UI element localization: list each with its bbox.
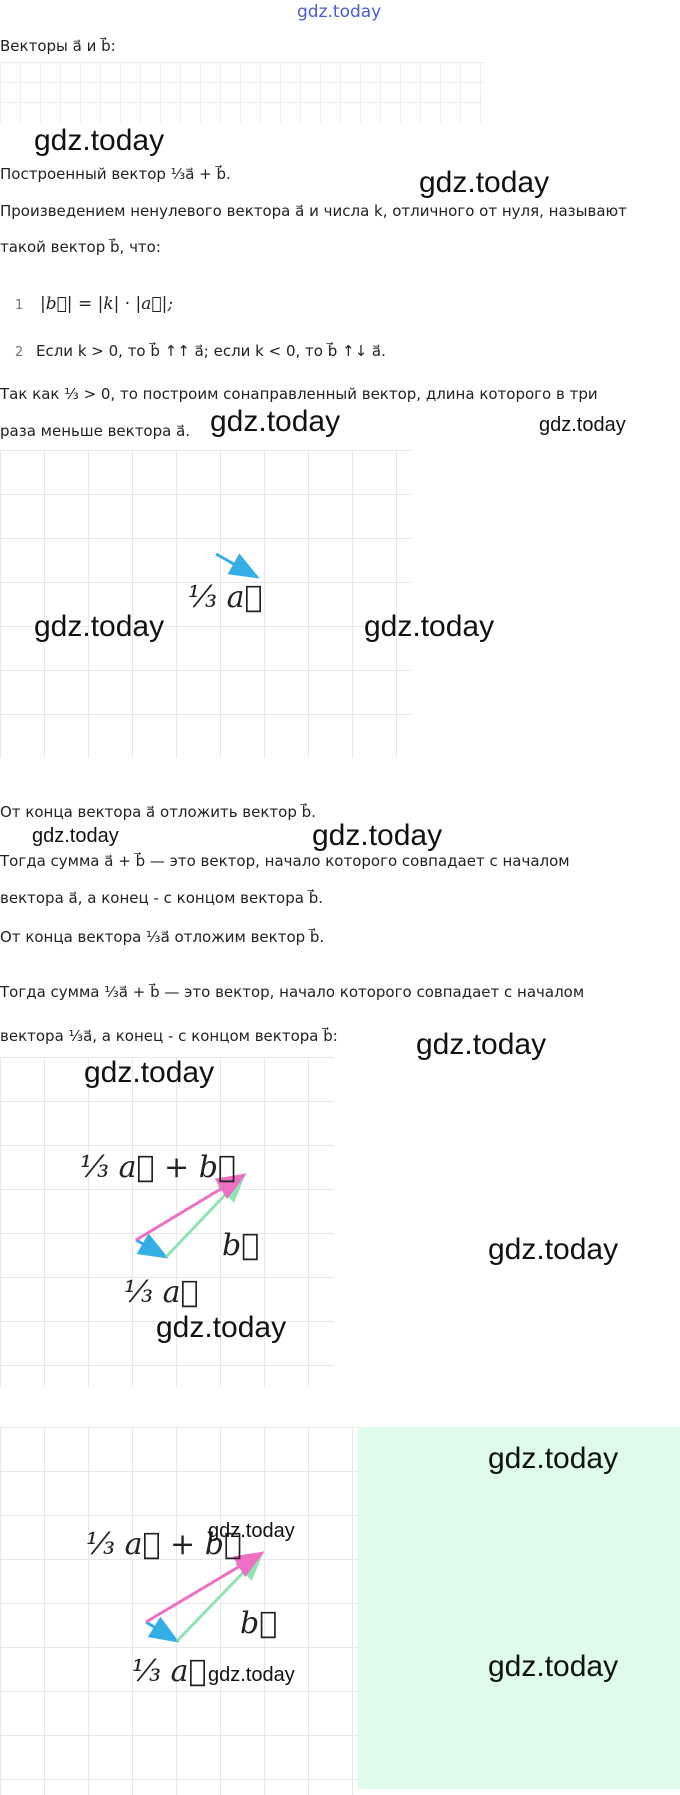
watermark: gdz.today: [34, 124, 165, 157]
label-b: b⃗: [240, 1606, 278, 1641]
watermark: gdz.today: [488, 1442, 619, 1475]
watermark: gdz.today: [210, 405, 341, 438]
figure-sum-final-svg: [0, 1427, 358, 1795]
text-sum-third: Тогда сумма ⅓a⃗ + b⃗ — это вектор, начало которого совпадает с началом: [0, 983, 585, 1001]
watermark: gdz.today: [312, 819, 443, 852]
watermark: gdz.today: [419, 166, 550, 199]
text-sum: Тогда сумма a⃗ + b⃗ — это вектор, начало которого совпадает с началом: [0, 852, 570, 870]
text-sum-cont: вектора a⃗, а конец - с концом вектора b⃗.: [0, 889, 323, 907]
watermark: gdz.today: [364, 610, 495, 643]
label-third-a: ⅓ a⃗: [188, 580, 263, 615]
text-since-cont: раза меньше вектора a⃗.: [0, 422, 191, 440]
site-link[interactable]: gdz.today: [297, 2, 382, 22]
list-item-number: 1: [15, 298, 24, 313]
watermark: gdz.today: [34, 610, 165, 643]
figure-sum-final-grid: [0, 1427, 358, 1795]
list-item-direction: Если k > 0, то b⃗ ↑↑ a⃗; если k < 0, то b⃗ ↑↓ a⃗.: [36, 342, 386, 360]
figure-vectors-grid: [0, 62, 485, 122]
text-sum-third-cont: вектора ⅓a⃗, а конец - с концом вектора b⃗:: [0, 1027, 338, 1045]
label-sum: ⅓ a⃗ + b⃗: [80, 1150, 236, 1185]
watermark: gdz.today: [539, 414, 626, 436]
text-definition: Произведением ненулевого вектора a⃗ и числа k, отличного от нуля, называют: [0, 202, 627, 220]
label-b: b⃗: [222, 1228, 260, 1263]
text-from-end: От конца вектора a⃗ отложить вектор b⃗.: [0, 803, 316, 821]
text-from-end-third: От конца вектора ⅓a⃗ отложим вектор b⃗.: [0, 928, 325, 946]
watermark: gdz.today: [488, 1650, 619, 1683]
watermark: gdz.today: [208, 1664, 295, 1686]
green-panel: [358, 1427, 680, 1789]
list-item-modulus: |b⃗| = |k| · |a⃗|;: [40, 294, 174, 314]
watermark: gdz.today: [416, 1028, 547, 1061]
list-item-number: 2: [15, 345, 24, 360]
text-definition-cont: такой вектор b⃗, что:: [0, 238, 161, 256]
vector-third-a: [216, 554, 257, 577]
text-constructed-vector: Построенный вектор ⅓a⃗ + b⃗.: [0, 165, 231, 183]
vector-third-a: [146, 1622, 177, 1641]
label-third-a: ⅓ a⃗: [132, 1654, 207, 1689]
text-vectors-given: Векторы a⃗ и b⃗:: [0, 37, 116, 55]
watermark: gdz.today: [32, 825, 119, 847]
text-since: Так как ⅓ > 0, то построим сонаправленный вектор, длина которого в три: [0, 385, 598, 403]
watermark: gdz.today: [208, 1520, 295, 1542]
watermark: gdz.today: [488, 1233, 619, 1266]
watermark: gdz.today: [84, 1056, 215, 1089]
watermark: gdz.today: [156, 1311, 287, 1344]
label-sum: ⅓ a⃗ + b⃗: [86, 1527, 242, 1562]
vector-third-a: [136, 1240, 166, 1257]
label-third-a: ⅓ a⃗: [124, 1275, 199, 1310]
